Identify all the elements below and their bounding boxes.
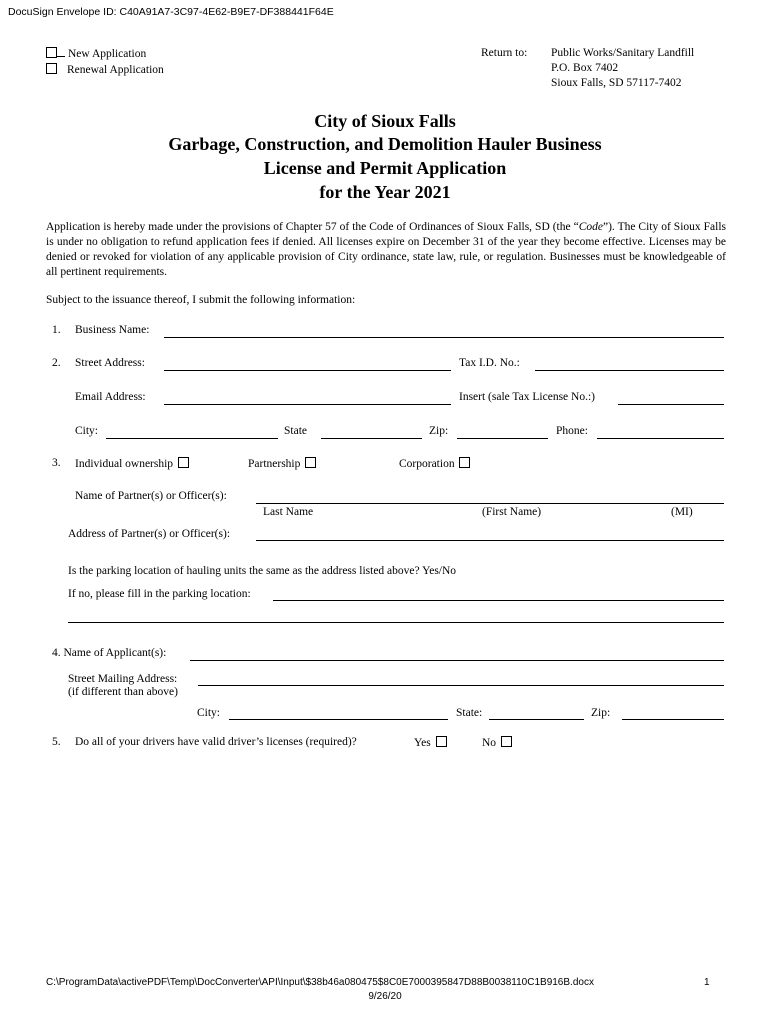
partners-address-field[interactable] <box>256 540 724 541</box>
title-line2: Garbage, Construction, and Demolition Hauler Business <box>168 134 602 154</box>
phone-label: Phone: <box>556 425 588 437</box>
parking-location-label: If no, please fill in the parking location: <box>68 588 251 600</box>
street-address-field[interactable] <box>164 370 451 371</box>
tax-id-label: Tax I.D. No.: <box>459 357 520 369</box>
state-label: State <box>284 425 307 437</box>
section5-number: 5. <box>52 736 61 748</box>
return-to-line1: Public Works/Sanitary Landfill <box>551 47 695 59</box>
zip-label: Zip: <box>429 425 449 437</box>
individual-ownership-label: Individual ownership <box>75 458 174 470</box>
partners-name-label: Name of Partner(s) or Officer(s): <box>75 490 227 502</box>
footer-date: 9/26/20 <box>368 991 402 1002</box>
mailing-address-label: Street Mailing Address: <box>68 673 178 685</box>
first-name-caption: (First Name) <box>482 506 542 518</box>
partnership-option[interactable] <box>248 457 316 470</box>
parking-location-field[interactable] <box>273 600 724 601</box>
title-line3: License and Permit Application <box>263 158 507 178</box>
return-to-line2: P.O. Box 7402 <box>551 62 619 74</box>
individual-ownership-option[interactable] <box>75 457 189 470</box>
section3-number: 3. <box>52 457 61 469</box>
email-address-field[interactable] <box>164 404 451 405</box>
intro-subject: Subject to the issuance thereof, I submit the following information: <box>46 294 356 306</box>
sales-tax-license-label: Insert (sale Tax License No.:) <box>459 391 595 403</box>
city-label: City: <box>75 425 99 437</box>
renewal-application-label: Renewal Application <box>67 64 164 76</box>
title-line4: for the Year 2021 <box>319 182 451 202</box>
applicant-name-field[interactable] <box>190 660 724 661</box>
tax-id-field[interactable] <box>535 370 724 371</box>
state-field[interactable] <box>321 438 422 439</box>
section2-number: 2. <box>52 357 61 369</box>
renewal-application-checkbox[interactable] <box>46 63 57 74</box>
corporation-label: Corporation <box>399 458 455 470</box>
business-name-field[interactable] <box>164 337 724 338</box>
corporation-option[interactable] <box>399 457 470 470</box>
new-application-option[interactable] <box>46 47 146 60</box>
intro-paragraph: Application is hereby made under the provisions of Chapter 57 of the Code of Ordinances of Sioux Falls, SD (the “Code”). The City of Sioux Falls is under no obligation to refund application fees if denied. All licenses expire on December 31 of the year they become effective. Licenses may be denied or revoked for violation of any applicable provision of City ordinance, state law, rule, or regulation. Businesses must be knowledgeable of all pertinent requirements. <box>46 221 726 278</box>
last-name-caption: Last Name <box>263 506 314 518</box>
parking-location-field-2[interactable] <box>68 622 724 623</box>
applicant-state-field[interactable] <box>489 719 584 720</box>
new-application-checkbox[interactable] <box>46 47 57 58</box>
street-address-label: Street Address: <box>75 357 145 369</box>
applicant-city-label: City: <box>197 707 221 719</box>
mailing-address-field[interactable] <box>198 685 724 686</box>
mi-caption: (MI) <box>671 506 693 518</box>
applicant-state-label: State: <box>456 707 483 719</box>
individual-ownership-checkbox[interactable] <box>178 457 189 468</box>
corporation-checkbox[interactable] <box>459 457 470 468</box>
section1-number: 1. <box>52 324 61 336</box>
drivers-yes-label: Yes <box>414 737 431 749</box>
partners-address-label: Address of Partner(s) or Officer(s): <box>68 528 231 540</box>
sales-tax-license-field[interactable] <box>618 404 724 405</box>
applicant-zip-label: Zip: <box>591 707 611 719</box>
city-field[interactable] <box>106 438 278 439</box>
applicant-name-label: 4. Name of Applicant(s): <box>52 647 167 659</box>
business-name-label: Business Name: <box>75 324 150 336</box>
phone-field[interactable] <box>597 438 724 439</box>
renewal-application-option[interactable] <box>46 63 164 76</box>
return-to-label: Return to: <box>481 47 528 59</box>
mailing-address-note: (if different than above) <box>68 686 178 698</box>
title-line1: City of Sioux Falls <box>314 111 456 131</box>
drivers-yes-option[interactable] <box>414 736 447 749</box>
applicant-zip-field[interactable] <box>622 719 724 720</box>
drivers-yes-checkbox[interactable] <box>436 736 447 747</box>
footer-file-path: C:\ProgramData\activePDF\Temp\DocConverter\API\Input\$38b46a080475$8C0E7000395847D88B0038110C1B916B.docx <box>46 977 594 988</box>
parking-question: Is the parking location of hauling units the same as the address listed above? Yes/No <box>68 565 457 577</box>
envelope-id: DocuSign Envelope ID: C40A91A7-3C97-4E62-B9E7-DF388441F64E <box>8 6 334 18</box>
partnership-label: Partnership <box>248 458 301 470</box>
applicant-city-field[interactable] <box>229 719 448 720</box>
partnership-checkbox[interactable] <box>305 457 316 468</box>
footer-page-number: 1 <box>704 977 710 988</box>
drivers-license-question: Do all of your drivers have valid driver’s licenses (required)? <box>75 736 357 748</box>
new-application-label: New Application <box>68 48 147 60</box>
drivers-no-label: No <box>482 737 497 749</box>
zip-field[interactable] <box>457 438 548 439</box>
partners-name-field[interactable] <box>256 503 724 504</box>
return-to-line3: Sioux Falls, SD 57117-7402 <box>551 77 682 89</box>
drivers-no-checkbox[interactable] <box>501 736 512 747</box>
drivers-no-option[interactable] <box>482 736 512 749</box>
email-address-label: Email Address: <box>75 391 146 403</box>
